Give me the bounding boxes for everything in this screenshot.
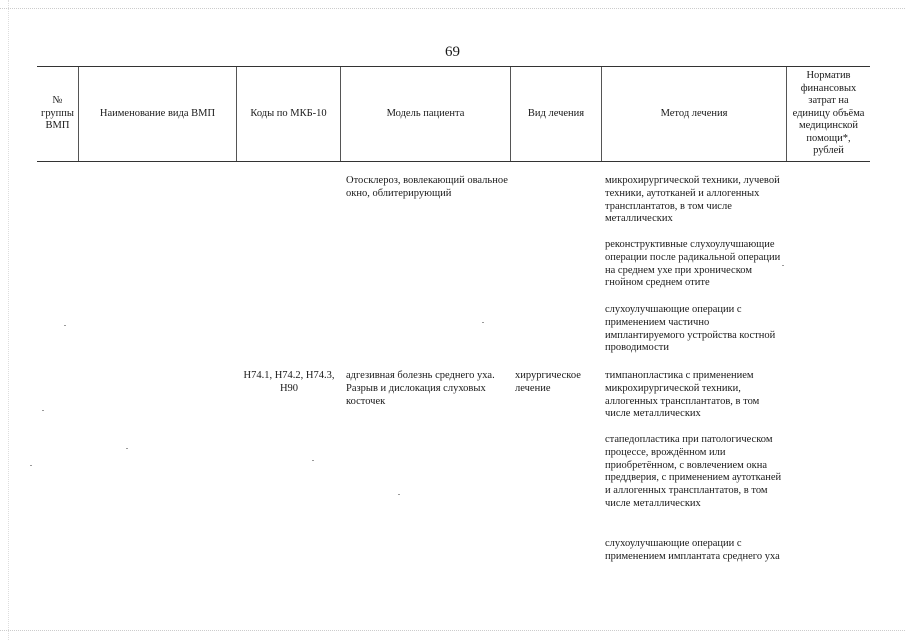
row2-patient-model: адгезивная болезнь среднего уха. Разрыв и дислокация слуховых косточек	[346, 370, 495, 407]
row1-method-3: слухоулучшающие операции с применением частично имплантируемого устройства костной проводимости	[605, 304, 776, 354]
header-treatment-method: Метод лечения	[602, 67, 787, 161]
row2-method-2: стапедопластика при патологическом процессе, врождённом или приобретённом, с вовлечением окна преддверия, с применением аутотканей и аллогенных трансплантатов, в том числе металлических	[605, 434, 782, 509]
scan-speck	[30, 465, 32, 466]
header-treatment-type: Вид лечения	[511, 67, 602, 161]
table-header	[37, 66, 870, 162]
scan-speck	[482, 322, 484, 323]
header-cost-norm: Норматив финансовых затрат на единицу объёма медицинской помощи*, рублей	[792, 70, 865, 157]
scan-speck	[782, 265, 784, 266]
row1-patient-model: Отосклероз, вовлекающий овальное окно, облитерирующий	[346, 175, 508, 199]
scan-speck	[64, 325, 66, 326]
scan-speck	[398, 494, 400, 495]
row1-method-1: микрохирургической техники, лучевой техники, аутотканей и аллогенных трансплантатов, в том числе металлических	[605, 175, 780, 225]
header-hmp-type: Наименование вида ВМП	[79, 67, 237, 161]
scan-edge-bottom	[0, 630, 905, 632]
header-group-no: № группы ВМП	[37, 67, 79, 161]
row1-method-2: реконструктивные слухоулучшающие операции после радикальной операции на среднем ухе при хроническом гнойном среднем отите	[605, 239, 781, 289]
header-patient-model: Модель пациента	[341, 67, 511, 161]
scan-speck	[126, 448, 128, 449]
row2-method-3: слухоулучшающие операции с применением имплантата среднего уха	[605, 538, 780, 562]
scan-edge-left	[8, 0, 10, 640]
row2-treatment-type: хирургическое лечение	[515, 370, 581, 394]
scan-edge-top	[0, 8, 905, 10]
header-icd-codes: Коды по МКБ-10	[237, 67, 341, 161]
scan-speck	[312, 460, 314, 461]
page-number: 69	[445, 44, 460, 60]
row2-method-1: тимпанопластика с применением микрохирургической техники, аллогенных трансплантатов, в том числе металлических	[605, 370, 760, 420]
scan-speck	[42, 410, 44, 411]
row2-icd-codes: H74.1, H74.2, H74.3, H90	[243, 370, 335, 394]
